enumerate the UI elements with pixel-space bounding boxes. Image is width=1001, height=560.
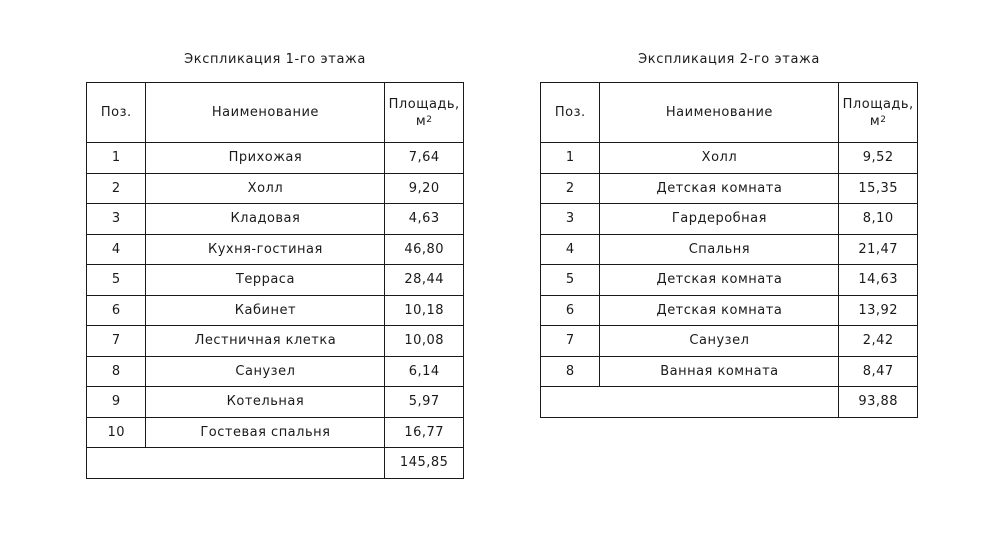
- cell-name: Лестничная клетка: [146, 326, 385, 357]
- table-row: [87, 326, 464, 357]
- table-row: [541, 234, 918, 265]
- total-area: 93,88: [839, 387, 918, 418]
- cell-name: Гостевая спальня: [146, 417, 385, 448]
- cell-pos: 6: [87, 295, 146, 326]
- header-pos: Поз.: [541, 83, 600, 143]
- cell-area: 5,97: [385, 387, 464, 418]
- header-area: [839, 83, 918, 143]
- cell-area: 10,18: [385, 295, 464, 326]
- cell-name: Санузел: [600, 326, 839, 357]
- cell-name: Санузел: [146, 356, 385, 387]
- floor2-explication-table: [540, 82, 918, 418]
- table-row: [541, 204, 918, 235]
- cell-pos: 6: [541, 295, 600, 326]
- cell-area: 46,80: [385, 234, 464, 265]
- cell-area: 9,52: [839, 143, 918, 174]
- cell-pos: 1: [87, 143, 146, 174]
- header-area-label: Площадь,: [842, 96, 914, 112]
- cell-name: Терраса: [146, 265, 385, 296]
- cell-name: Детская комната: [600, 295, 839, 326]
- floor2-caption: Экспликация 2-го этажа: [638, 52, 820, 67]
- cell-pos: 1: [541, 143, 600, 174]
- cell-pos: 4: [541, 234, 600, 265]
- table-row: [541, 143, 918, 174]
- header-pos: Поз.: [87, 83, 146, 143]
- cell-pos: 9: [87, 387, 146, 418]
- cell-pos: 8: [87, 356, 146, 387]
- cell-area: 7,64: [385, 143, 464, 174]
- cell-pos: 10: [87, 417, 146, 448]
- cell-pos: 2: [87, 173, 146, 204]
- table-row: [541, 173, 918, 204]
- header-area-unit: м: [415, 113, 427, 129]
- total-area: 145,85: [385, 448, 464, 479]
- cell-name: Детская комната: [600, 173, 839, 204]
- table-row: [87, 204, 464, 235]
- table-header-row: [87, 83, 464, 143]
- table-row: [541, 326, 918, 357]
- cell-area: 8,10: [839, 204, 918, 235]
- floor1-explication-table: [86, 82, 464, 479]
- cell-area: 6,14: [385, 356, 464, 387]
- cell-pos: 3: [541, 204, 600, 235]
- cell-pos: 7: [541, 326, 600, 357]
- total-blank-cell: [541, 387, 839, 418]
- cell-name: Детская комната: [600, 265, 839, 296]
- table-row: [541, 265, 918, 296]
- cell-area: 16,77: [385, 417, 464, 448]
- table-row: [87, 234, 464, 265]
- cell-area: 13,92: [839, 295, 918, 326]
- header-name: Наименование: [146, 83, 385, 143]
- header-area: [385, 83, 464, 143]
- header-area-unit: м: [869, 113, 881, 129]
- header-area-sup: 2: [880, 114, 887, 125]
- table-row: [87, 417, 464, 448]
- cell-area: 9,20: [385, 173, 464, 204]
- cell-pos: 5: [541, 265, 600, 296]
- cell-name: Холл: [600, 143, 839, 174]
- cell-pos: 7: [87, 326, 146, 357]
- cell-name: Холл: [146, 173, 385, 204]
- table-row: [541, 295, 918, 326]
- table-row: [87, 173, 464, 204]
- table-header-row: [541, 83, 918, 143]
- table-row: [87, 265, 464, 296]
- header-area-label: Площадь,: [388, 96, 460, 112]
- cell-name: Кладовая: [146, 204, 385, 235]
- cell-pos: 4: [87, 234, 146, 265]
- table-row: [87, 143, 464, 174]
- floor1-caption: Экспликация 1-го этажа: [184, 52, 366, 67]
- cell-pos: 8: [541, 356, 600, 387]
- header-area-sup: 2: [426, 114, 433, 125]
- cell-area: 10,08: [385, 326, 464, 357]
- cell-area: 21,47: [839, 234, 918, 265]
- cell-pos: 2: [541, 173, 600, 204]
- cell-name: Гардеробная: [600, 204, 839, 235]
- cell-name: Кухня-гостиная: [146, 234, 385, 265]
- cell-name: Кабинет: [146, 295, 385, 326]
- table-row: [87, 295, 464, 326]
- header-name: Наименование: [600, 83, 839, 143]
- cell-pos: 5: [87, 265, 146, 296]
- cell-pos: 3: [87, 204, 146, 235]
- total-row: [541, 387, 918, 418]
- cell-area: 4,63: [385, 204, 464, 235]
- total-blank-cell: [87, 448, 385, 479]
- cell-name: Прихожая: [146, 143, 385, 174]
- table-row: [87, 387, 464, 418]
- table-row: [541, 356, 918, 387]
- cell-area: 2,42: [839, 326, 918, 357]
- cell-area: 28,44: [385, 265, 464, 296]
- cell-name: Ванная комната: [600, 356, 839, 387]
- cell-area: 15,35: [839, 173, 918, 204]
- cell-name: Котельная: [146, 387, 385, 418]
- cell-area: 8,47: [839, 356, 918, 387]
- cell-name: Спальня: [600, 234, 839, 265]
- cell-area: 14,63: [839, 265, 918, 296]
- total-row: [87, 448, 464, 479]
- table-row: [87, 356, 464, 387]
